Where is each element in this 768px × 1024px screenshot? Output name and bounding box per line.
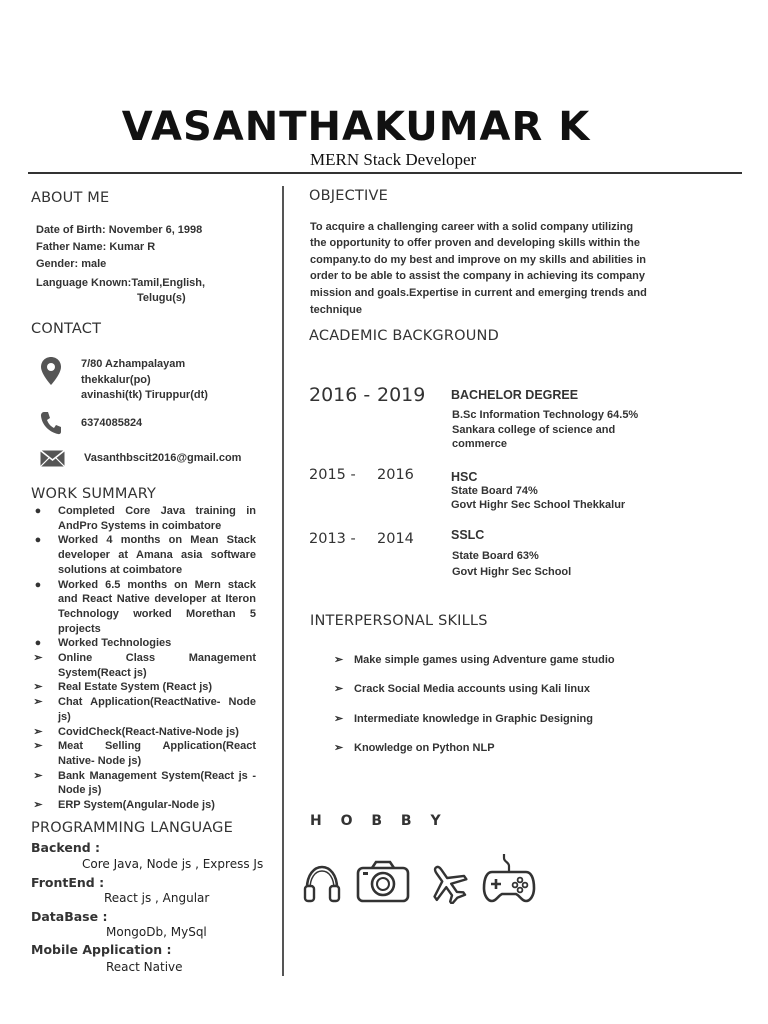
candidate-name: VASANTHAKUMAR K [121,104,591,150]
work-project-item: ➢ Online Class Management System(React js) [33,652,256,679]
address-line-3: avinashi(tk) Tiruppur(dt) [81,389,208,401]
about-gender: Gender: male [36,258,107,270]
skill-item: ➢ Knowledge on Python NLP [334,742,495,754]
objective-line: To acquire a challenging career with a solid company utilizing [310,221,634,233]
work-item: ● Worked 6.5 months on Mern stack and React Native developer at Iteron Technology worked Morethan 5 projects [34,578,256,635]
skill-item: ➢ Make simple games using Adventure game studio [334,654,615,666]
skills-heading: INTERPERSONAL SKILLS [310,613,488,629]
degree-title: BACHELOR DEGREE [451,388,579,402]
degree-detail: commerce [452,438,508,450]
degree-title: HSC [451,470,478,484]
work-project-item: ➢ CovidCheck(React-Native-Node js) [33,725,239,738]
degree-detail: State Board 74% [451,485,538,497]
year-from: 2016 - [309,384,371,406]
work-project-item: ➢ Real Estate System (React js) [33,681,213,694]
year-from: 2013 - [309,531,356,547]
work-summary-heading: WORK SUMMARY [31,486,157,502]
objective-heading: OBJECTIVE [309,188,388,204]
objective-line: company.to do my best and improve on my skills and abilities in [310,254,646,266]
frontend-label: FrontEnd : [31,875,105,890]
email-address: Vasanthbscit2016@gmail.com [84,452,242,464]
frontend-value: React js , Angular [104,891,210,905]
work-project-item: ➢ Chat Application(ReactNative- Node js) [33,696,256,723]
contact-heading: CONTACT [31,321,102,337]
database-value: MongoDb, MySql [106,925,207,939]
degree-title: SSLC [451,528,485,542]
work-item: ● Worked 4 months on Mean Stack developer at Amana asia software solutions at coimbatore [34,534,256,576]
degree-detail: Govt Highr Sec School [452,566,572,578]
about-language: Language Known:Tamil,English, [36,277,206,289]
year-from: 2015 - [309,467,356,483]
academic-heading: ACADEMIC BACKGROUND [309,328,499,344]
year-to: 2019 [377,384,426,406]
work-project-item: ➢ Meat Selling Application(React Native- Node js) [33,740,256,767]
work-item: ● Completed Core Java training in AndPro Systems in coimbatore [34,505,256,532]
skill-item: ➢ Intermediate knowledge in Graphic Designing [334,713,593,725]
objective-line: order to be able to assist the company in achieving its company [310,270,645,282]
year-to: 2016 [377,467,414,483]
work-project-item: ➢ ERP System(Angular-Node js) [33,799,215,812]
airplane-icon [426,862,468,904]
about-dob: Date of Birth: November 6, 1998 [36,224,203,236]
gamepad-icon [482,852,536,904]
job-title: MERN Stack Developer [310,150,477,169]
location-pin-icon [40,356,62,386]
database-label: DataBase : [31,909,108,924]
column-divider [282,186,284,976]
camera-icon [356,860,410,904]
skill-item: ➢ Crack Social Media accounts using Kali linux [334,683,590,695]
degree-detail: State Board 63% [452,550,539,562]
mobile-label: Mobile Application : [31,942,172,957]
about-language-cont: Telugu(s) [137,292,186,304]
work-summary-list [31,504,256,813]
mobile-value: React Native [106,960,183,974]
programming-heading: PROGRAMMING LANGUAGE [31,820,233,836]
degree-detail: Sankara college of science and [452,424,616,436]
work-project-item: ➢ Bank Management System(React js - Node js) [33,769,256,797]
objective-line: the opportunity to offer proven and developing skills within the [310,237,641,249]
degree-detail: B.Sc Information Technology 64.5% [452,409,639,421]
objective-line: technique [310,304,362,316]
mail-icon [40,450,65,467]
year-to: 2014 [377,531,414,547]
degree-detail: Govt Highr Sec School Thekkalur [451,499,626,511]
headphones-icon [302,862,342,904]
backend-value: Core Java, Node js , Express Js [82,857,264,871]
address-line-1: 7/80 Azhampalayam [81,358,186,370]
phone-number: 6374085824 [81,417,143,429]
address-line-2: thekkalur(po) [81,374,151,386]
header-divider [28,172,742,174]
objective-line: mission and goals.Expertise in current and emerging trends and [310,287,647,299]
hobby-heading: H O B B Y [310,813,441,829]
phone-icon [40,411,62,435]
about-heading: ABOUT ME [31,190,110,206]
work-item: ● Worked Technologies [34,637,172,650]
backend-label: Backend : [31,840,101,855]
about-father: Father Name: Kumar R [36,241,156,253]
